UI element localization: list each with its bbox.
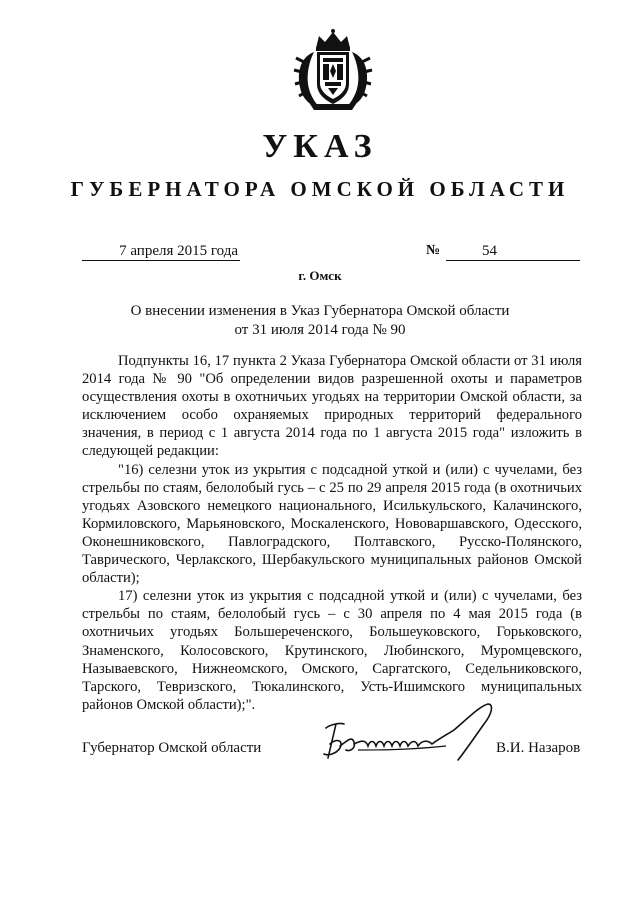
document-subtitle: ГУБЕРНАТОРА ОМСКОЙ ОБЛАСТИ (70, 177, 570, 201)
heading-line-2: от 31 июля 2014 года № 90 (234, 322, 406, 338)
number-label: № (426, 243, 441, 258)
document-date: 7 апреля 2015 года (82, 242, 240, 261)
body-paragraph-3: 17) селезни уток из укрытия с подсадной уткой и (или) с чучелами, без стрельбы по стаям, белолобый гусь – с 30 апреля по 4 мая 2015 года (в охотничьих угодьях Большереченского, Большеуковского, Горьковского, Знаменского, Колосовского, Крутинского, Любинского, Муромцевского, Называевского, Нижнеомского, Омского, Саргатского, Седельниковского, Тарского, Тевризского, Тюкалинского, Усть-Ишимского муниципальных районов Омской области);". (82, 588, 582, 713)
handwritten-signature (318, 700, 518, 768)
document-number: 54 (482, 243, 497, 259)
document-number-field (446, 242, 580, 261)
body-paragraph-2: "16) селезни уток из укрытия с подсадной уткой и (или) с чучелами, без стрельбы по стаям, белолобый гусь – с 25 по 29 апреля 2015 года (в охотничьих угодьях Азовского немецкого национального, Исилькульского, Калачинского, Кормиловского, Марьяновского, Москаленского, Нововаршавского, Одесского, Оконешниковского, Павлоградского, Полтавского, Русско-Полянского, Таврического, Черлакского, Шербакульского муниципальных районов Омской области); (82, 461, 582, 587)
heading-line-1: О внесении изменения в Указ Губернатора Омской области (130, 303, 510, 319)
document-body (82, 352, 582, 714)
document-heading (0, 302, 640, 340)
document-title: УКАЗ (262, 128, 378, 165)
body-paragraph-1: Подпункты 16, 17 пункта 2 Указа Губернатора Омской области от 31 июля 2014 года № 90 "Об определении видов разрешенной охоты и параметров осуществления охоты в охотничьих угодьях на территории Омской области, за исключением особо охраняемых природных территорий федерального значения, в период с 1 августа 2014 года по 1 августа 2015 года" изложить в следующей редакции: (82, 353, 582, 460)
signatory-position: Губернатор Омской области (82, 740, 262, 756)
omsk-region-coat-of-arms-icon (292, 28, 374, 112)
document-city: г. Омск (298, 268, 342, 283)
signatory-name: В.И. Назаров (496, 740, 581, 756)
